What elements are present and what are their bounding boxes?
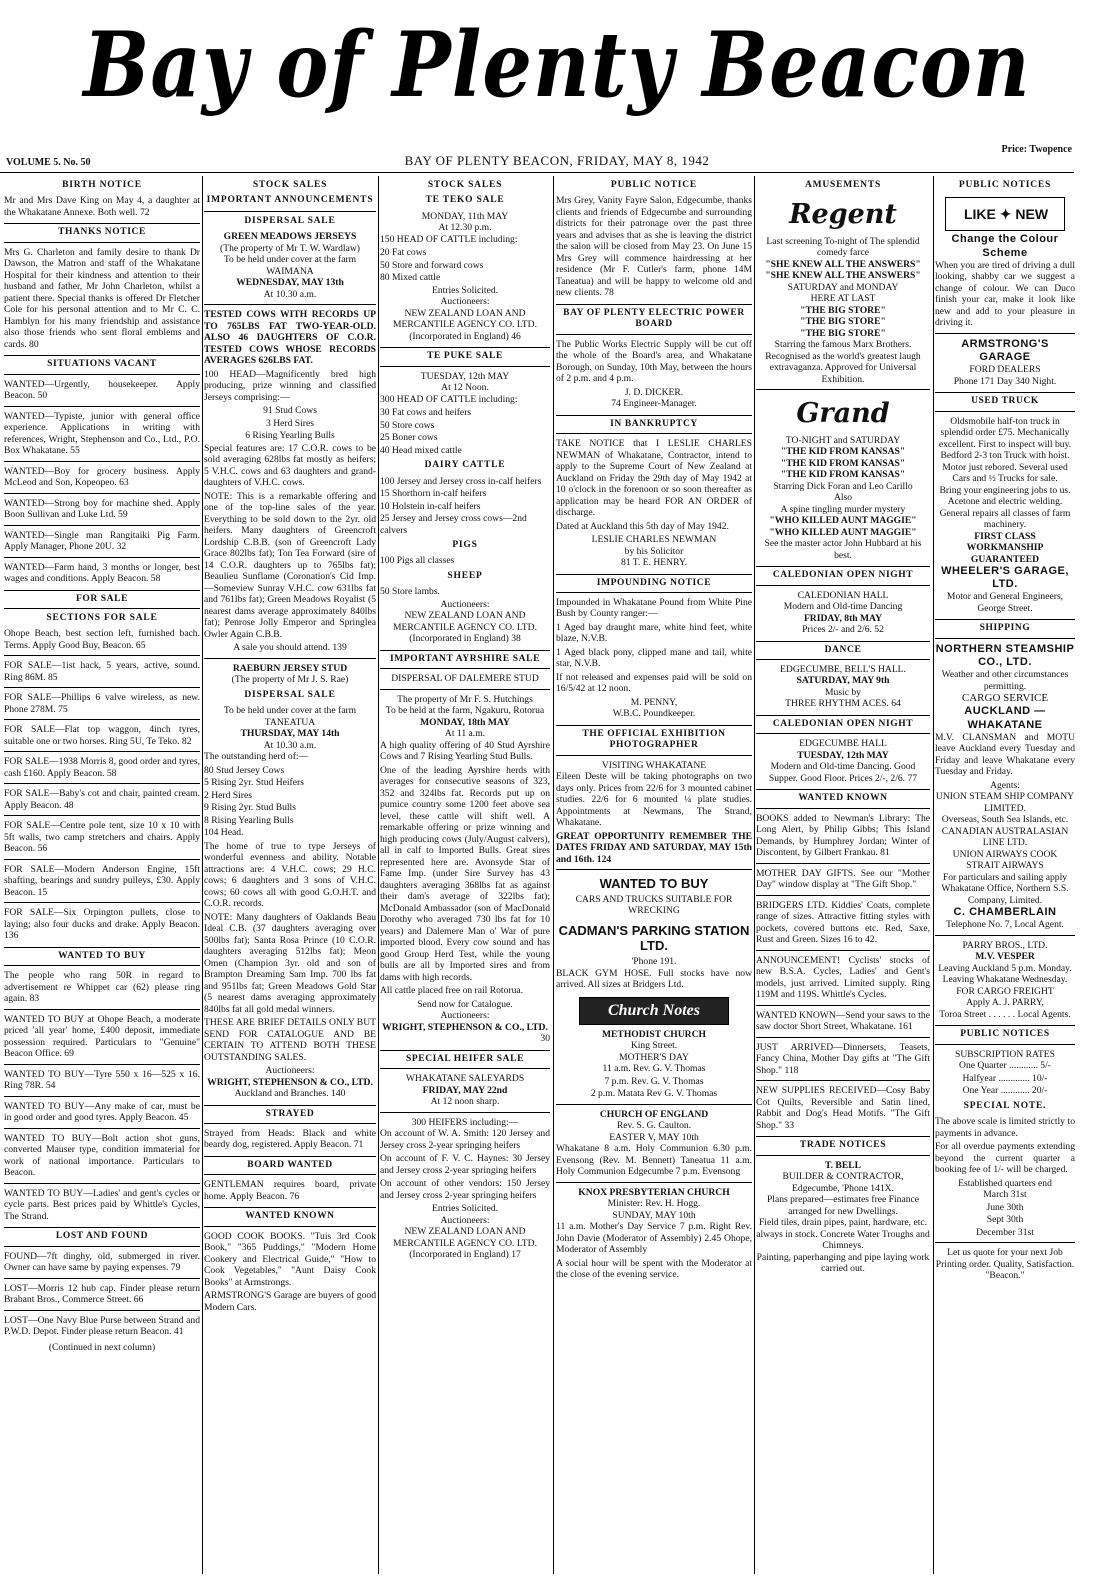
sale-date: FRIDAY, MAY 22nd — [422, 1084, 508, 1096]
film-title: "SHE KNEW ALL THE ANSWERS" — [765, 270, 921, 282]
list-item: MOTHER DAY GIFTS. See our "Mother Day" window display at "The Gift Shop." — [756, 867, 930, 891]
public-notices-heading: PUBLIC NOTICES — [958, 180, 1052, 190]
held-line: To be held under cover at the farm — [223, 705, 357, 717]
list-item: WANTED—Typiste, junior with general office experience. Applications in writing with references, Wright, Stephenson and Co., Ltd., P.O. Box Whakatane. 55 — [4, 410, 200, 457]
vesper: M.V. VESPER — [975, 951, 1035, 963]
list-item: ANNOUNCEMENT! Cyclists' stocks of new B.S.A. Cycles, Ladies' and Gent's models, just arrived. Limited supply. Ring 119M and 119S. Whittle's Cycles. — [756, 954, 930, 1001]
property-line: (The property of Mr T. W. Wardlaw) — [220, 242, 360, 254]
list-item: WANTED TO BUY—Any make of car, must be in good order and good tyres. Apply Beacon. 45 — [4, 1100, 200, 1124]
list-item: WANTED TO BUY—Bolt action shot guns, converted Mauser type, condition immaterial for work of national importance. Particulars to Beacon. — [4, 1132, 200, 1179]
column-rule — [933, 176, 934, 1574]
auctioneers-label: Auctioneers: — [440, 598, 490, 610]
sale-time: At 10.30 a.m. — [263, 739, 317, 751]
photographer-text: Eileen Deste will be taking photographs on two days only. Prices from 22/6 for 3 mounted cabinet studies. 22/6 for 6 mounted ¼ plate studies. Appointments at Newmans, The Strand, Whakatane. — [556, 771, 752, 829]
green-meadows-heading: GREEN MEADOWS JERSEYS — [223, 231, 357, 243]
list-item: FOR SALE—1938 Morris 8, good order and tyres, cash £160. Apply Beacon. 58 — [4, 756, 200, 779]
regent-last: Last screening To-night of The splendid comedy farce — [766, 235, 920, 259]
sheep-heading: SHEEP — [447, 570, 483, 581]
herd-intro: The outstanding herd of:— — [204, 751, 309, 763]
bankruptcy-notice: TAKE NOTICE that I LESLIE CHARLES NEWMAN of Whakatane, Contractor, intend to apply to the Supreme Court of New Zealand at Auckland on Friday the 29th day of May 1942 at 10 o'clock in the forenoon or so soon thereafter as application may be heard FOR AN ORDER of discharge. — [556, 438, 752, 519]
list-item: WANTED TO BUY—Ladies' and gent's cycles or cycle parts. Best prices paid by Whittle's Cycles, The Strand. — [4, 1187, 200, 1222]
raeburn-heading: RAEBURN JERSEY STUD — [232, 662, 348, 674]
entries: Entries Solicited. — [431, 284, 499, 296]
list-item: BOOKS added to Newman's Library: The Long Alert, by Philip Gibbs; This Island Demands, by Humphrey Jordan; Winter of Discontent, by Gilbert Frankau. 81 — [756, 812, 930, 859]
film-title: "THE KID FROM KANSAS" — [780, 457, 906, 469]
electric-heading: BAY OF PLENTY ELECTRIC POWER BOARD — [556, 304, 752, 335]
cook-books: GOOD COOK BOOKS. "Tuis 3rd Cook Book," "365 Puddings," "Modern Home Cookery and Electrical Guide," "How to Cook Vegetables," "Aunt Daisy Cook Books" at Armstrongs. — [204, 1230, 376, 1288]
dispersal-heading: DISPERSAL SALE — [244, 689, 336, 700]
field-tiles: Field tiles, drain pipes, paint, hardware, etc. always in stock. Concrete Water Troughs and Chimneys. — [756, 1217, 930, 1252]
list-item: 50 Store lambs. — [380, 586, 440, 598]
column-3 — [380, 176, 550, 1576]
list-item: FOR SALE—Centre pole tent, size 10 x 10 with 5ft walls, two camp stretchers and chairs. Apply Beacon. 56 — [4, 820, 200, 855]
list-item: Halfyear ............. 10/- — [962, 1072, 1048, 1084]
te-puke-heading: TE PUKE SALE — [380, 347, 550, 366]
film-title: "THE KID FROM KANSAS" — [780, 446, 906, 458]
header-rule — [0, 172, 1074, 173]
clansman: M.V. CLANSMAN and MOTU leave Auckland every Tuesday and Friday and leave Whakatane every Tuesday and Friday. — [935, 731, 1075, 778]
great-opportunity: GREAT OPPORTUNITY REMEMBER THE DATES FRIDAY AND SATURDAY, MAY 15th and 16th. 124 — [556, 830, 752, 865]
job-printing: Let us quote for your next Job Printing order. Quality, Satisfaction. "Beacon." — [935, 1247, 1075, 1282]
board-text: GENTLEMAN requires board, private home. Apply Beacon. 76 — [204, 1179, 376, 1202]
pigs-heading: PIGS — [452, 540, 478, 551]
board-heading: BOARD WANTED — [204, 1156, 376, 1175]
film-title: "THE BIG STORE" — [800, 316, 886, 328]
list-item: On account of W. A. Smith: 120 Jersey and Jersey cross 2-year springing heifers — [380, 1128, 550, 1151]
band: THREE RHYTHM ACES. 64 — [785, 698, 901, 710]
telephone: Telephone No. 7, Local Agent. — [946, 919, 1064, 931]
location: TANEATUA — [264, 716, 316, 728]
list-item: LOST—Morris 12 hub cap. Finder please return Brabant Bros., Commerce Street. 66 — [4, 1282, 200, 1306]
list-item: 1 Aged black pony, clipped mane and tail, white star, N.V.B. — [556, 646, 752, 670]
special-note: The above scale is limited strictly to payments in advance. — [935, 1116, 1075, 1139]
bells-hall: EDGECUMBE, BELL'S HALL. — [780, 663, 906, 675]
event-date: TUESDAY, 12th MAY — [797, 749, 889, 761]
auctioneers-label: Auctioneers: — [440, 1010, 490, 1022]
impounding-notice: Impounded in Whakatane Pound from White Pine Bush by County ranger:— — [556, 596, 752, 620]
signatory-title: W.B.C. Poundkeeper. — [612, 708, 696, 720]
sale-date: TUESDAY, 12th MAY — [420, 370, 510, 382]
list-item: FOR SALE—Six Orpington pullets, close to laying; also four ducks and drake. Apply Beacon. 136 — [4, 907, 200, 942]
sunday: SUNDAY, MAY 10th — [612, 1209, 696, 1221]
list-item: 9 Rising 2yr. Stud Bulls — [204, 802, 296, 814]
hubbard: See the master actor John Hubbard at his best. — [764, 538, 922, 561]
list-item: Sept 30th — [986, 1214, 1024, 1226]
list-item: 3 Herd Sires — [266, 417, 314, 429]
edgecumbe-hall: EDGECUMBE HALL — [799, 738, 887, 750]
knox-minister: Minister: Rev. H. Hogg. — [607, 1198, 701, 1210]
home-text: The home of true to type Jerseys of wonderful evenness and ability. Notable attractions are: 4 V.H.C. cows; 29 H.C. cows; 6 daughters and 3 sons of V.H.C. cows; 60 cows all with good G.O.H.T. and C.O.R. records. — [204, 840, 376, 910]
list-item: 50 Store and forward cows — [380, 259, 484, 271]
head-104: 104 Head. — [204, 827, 244, 839]
workmanship: FIRST CLASS WORKMANSHIP GUARANTEED — [966, 530, 1044, 565]
grand-theatre: Grand — [796, 398, 890, 430]
column-rule — [754, 176, 755, 1574]
masthead-title: Bay of Plenty Beacon — [83, 13, 1031, 118]
auctioneer-name: WRIGHT, STEPHENSON & CO., LTD. — [207, 1076, 373, 1088]
list-item: FOR SALE—Baby's cot and chair, painted cream. Apply Beacon. 48 — [4, 788, 200, 811]
bedford: Bedford 2-3 ton Truck with hoist. Motor just rebored. Several used Cars and ½ Trucks for sale. — [940, 450, 1070, 485]
cars-trucks: CARS AND TRUCKS SUITABLE FOR WRECKING — [575, 893, 733, 917]
gym-hose: BLACK GYM HOSE. Full stocks have now arrived. All sizes at Bridgers Ltd. — [556, 967, 752, 991]
location: WAIMANA — [266, 265, 314, 277]
continued-note: (Continued in next column) — [48, 1341, 156, 1353]
sale-time: At 11 a.m. — [444, 728, 486, 740]
sale-date: WEDNESDAY, MAY 13th — [236, 277, 344, 289]
union-steam: UNION STEAM SHIP COMPANY LIMITED. — [935, 791, 1075, 814]
list-item: Ohope Beach, best section left, furnished bach. Terms. Apply Good Buy, Beacon. 65 — [4, 628, 200, 651]
spine: A spine tingling murder mystery — [780, 503, 906, 515]
public-notice-heading: PUBLIC NOTICE — [610, 180, 698, 190]
signatory-title: by his Solicitor — [624, 545, 684, 557]
ayrshire-details: One of the leading Ayrshire herds with averages for consecutive seasons of 323, 352 and 324lbs fat. Records put up on pumice country some 1200 feet above sea level, these cattle will shift well. A remarkable offering or prize winning and high producing cows (July/August calvers), all in calf to Imported Bulls. Great sires represented here are. Avonsyde Star of Fame Imp. (under Sire Survey has 43 daughters averaging 368lbs fat as against their dam's average of 322lbs fat); McDonald Ambassador (son of MacDonald Dorothy who averaged 730 lbs fat for 10 years) and Dalemere Man o' War of pure imported blood. Every cow sound and has good Group Herd Test, while the young bulls are all by Imported sires and from dams with high records. — [380, 764, 550, 983]
list-item: WANTED—Boy for grocery business. Apply McLeod and Son, Kopeopeo. 63 — [4, 465, 200, 489]
signatory: LESLIE CHARLES NEWMAN — [591, 534, 717, 546]
list-item: FOR SALE—Modern Anderson Engine, 15ft shafting, bearings and sundry pulleys, £30. Apply Beacon. 15 — [4, 863, 200, 898]
note-2: NOTE: Many daughters of Oaklands Beau Ideal C.B. (37 daughters averaging over 500lbs fat); Santa Rosa Prince (10 C.O.R. daughters averaging 512lbs fat); Meon Omen (Champion 3yr. old and son of Brampton Dreaming Sam Imp. 700 lbs fat and 951lbs fat; Green Meadows Gold Star (5 nearest dams averaging approximately 840lbs fat all gold medal winners. — [204, 911, 376, 1015]
held-line: To be held under cover at the farm — [223, 254, 357, 266]
list-item: WANTED—Strong boy for machine shed. Apply Boon Sullivan and Luke Ltd. 59 — [4, 497, 200, 521]
film-title: "THE KID FROM KANSAS" — [780, 469, 906, 481]
strayed-heading: STRAYED — [204, 1105, 376, 1124]
list-item: WANTED TO BUY—Tyre 550 x 16—525 x 16. Ring 78R. 54 — [4, 1068, 200, 1092]
overseas: Overseas, South Sea Islands, etc. CANADIAN AUSTRALASIAN LINE LTD. — [941, 814, 1069, 849]
signatory: M. PENNY, — [630, 696, 678, 708]
duco-text: When you are tired of driving a dull looking, shabby car we suggest a change of colour. We can Duco finish your car, make it look like new and add to your pleasure in driving it. — [935, 259, 1075, 329]
route: AUCKLAND — WHAKATANE — [964, 705, 1046, 731]
wheelers-address: Motor and General Engineers, George Street. — [946, 591, 1064, 614]
dairy-heading: DAIRY CATTLE — [424, 460, 506, 471]
head-100: 100 HEAD—Magnificently bred high producing, prize winning and classified Jerseys comprising:— — [204, 368, 376, 403]
mothers-day: MOTHER'S DAY — [619, 1051, 689, 1063]
column-1 — [4, 176, 200, 1576]
caledonian-hall: CALEDONIAN HALL — [797, 589, 889, 601]
birth-heading: BIRTH NOTICE — [62, 180, 142, 190]
sale-time: At 10.30 a.m. — [263, 288, 317, 300]
sale-date: MONDAY, 18th MAY — [420, 716, 510, 728]
column-4 — [556, 176, 752, 1576]
lost-found-heading: LOST AND FOUND — [4, 1227, 200, 1246]
list-item: FOR SALE—1ist hack, 5 years, active, sound. Ring 86M. 85 — [4, 660, 200, 683]
change-colour: Change the Colour Scheme — [951, 233, 1059, 259]
special-features: Special features are: 17 C.O.R. cows to be sold averaging 628lbs fat mostly as heifers; 5 V.H.C. cows and 63 daughters and grand-daughters of V.H.C. cows. — [204, 442, 376, 489]
trade-heading: TRADE NOTICES — [756, 1136, 930, 1155]
knox-heading: KNOX PRESBYTERIAN CHURCH — [578, 1186, 730, 1198]
ford-dealers: FORD DEALERS — [969, 364, 1041, 376]
list-item: The people who rang 50R in regard to advertisement re Whippet car (62) please ring again. 83 — [4, 970, 200, 1005]
sale-date: THURSDAY, MAY 14th — [240, 728, 340, 740]
list-item: 80 Mixed cattle — [380, 272, 441, 284]
sale-time: At 12.30 p.m. — [438, 222, 492, 234]
list-item: 2 Herd Sires — [204, 789, 252, 801]
particulars: For particulars and sailing apply Whakatane Office, Northern S.S. Company, Limited. — [941, 871, 1069, 906]
here-at-last: HERE AT LAST — [810, 293, 876, 305]
list-item: 2 p.m. Matata Rev G. V. Thomas — [590, 1088, 718, 1100]
oldsmobile: Oldsmobile half-ton truck in splendid order £75. Mechanically excellent. First to inspect will buy. — [938, 415, 1072, 450]
list-item: 6 Rising Yearling Bulls — [245, 430, 335, 442]
garage-phone: Phone 171 Day 340 Night. — [953, 375, 1057, 387]
wanted-to-buy-ad: WANTED TO BUY — [599, 876, 709, 892]
caledonian-heading: CALEDONIAN OPEN NIGHT — [756, 715, 930, 734]
sale-time: At 12 Noon. — [441, 382, 489, 394]
coe-heading: CHURCH OF ENGLAND — [599, 1108, 709, 1120]
dateline-bar — [0, 144, 1114, 172]
wanted-known-heading: WANTED KNOWN — [756, 789, 930, 808]
property-line: (The property of Mr J. S. Rae) — [231, 674, 349, 686]
incorporated: (Incorporated in England) 17 — [409, 1249, 521, 1261]
list-item: NEW SUPPLIES RECEIVED—Cosy Baby Cot Quilts, Reversible and Satin lined, Rabbit and Dog's Head Motifs. "The Gift Shop." 33 — [756, 1085, 930, 1131]
visiting: VISITING WHAKATANE — [601, 759, 707, 771]
list-item: 5 Rising 2yr. Stud Heifers — [204, 777, 304, 789]
church-notes-banner: Church Notes — [579, 997, 729, 1025]
note-1: NOTE: This is a remarkable offering and one of the top-line sales of the year. Everything to be sold down to the 2yr. old heifers. Many daughters of Greencroft Lordship C.B.B. (son of Greencroft Lady Grace 802lbs fat); Ton Tea Forward (sire of 14 C.O.R. daughters up to 765lbs fat); Beaulieu Sunflame (Coronation's Cid Imp.—Someview Sunray V.H.C. cow 631lbs fat and 761lbs fat); Green Meadows Royalist (5 nearest dams average approximately 840lbs fat); Penrose Jolly Emperor and Springlea Owler Again C.B.B. — [204, 490, 376, 640]
wanted-to-buy-heading: WANTED TO BUY — [4, 947, 200, 966]
list-item: 30 Fat cows and heifers — [380, 407, 472, 419]
shipping-heading: SHIPPING — [935, 619, 1075, 638]
auctioneer-name: NEW ZEALAND LOAN AND MERCANTILE AGENCY CO. LTD. — [393, 610, 537, 633]
knox-services: 11 a.m. Mother's Day Service 7 p.m. Right Rev. John Davie (Moderator of Assembly) 2.45 Ohope, Moderator of Assembly — [556, 1221, 752, 1256]
armstrongs-garage: ARMSTRONG'S GARAGE — [961, 337, 1049, 363]
auctioneer-name: NEW ZEALAND LOAN AND MERCANTILE AGENCY CO. LTD. — [393, 1226, 537, 1249]
film-title: "WHO KILLED AUNT MAGGIE" — [769, 526, 917, 538]
caledonian-heading: CALEDONIAN OPEN NIGHT — [756, 566, 930, 585]
list-item: 40 Head mixed cattle — [380, 444, 462, 456]
list-item: 25 Jersey and Jersey cross cows—2nd calvers — [380, 513, 527, 536]
column-rule — [202, 176, 203, 1574]
brief-details: THESE ARE BRIEF DETAILS ONLY BUT SEND FOR CATALOGUE AND BE CERTAIN TO ATTEND BOTH THESE OUTSTANDING SALES. — [204, 1017, 376, 1063]
signatory: 81 T. E. HENRY. — [620, 557, 688, 569]
list-item: 1 Aged bay draught mare, white hind feet, white blaze, N.V.B. — [556, 621, 752, 645]
subscription-heading: SUBSCRIPTION RATES — [955, 1048, 1055, 1060]
cargo-service: CARGO SERVICE — [961, 692, 1049, 705]
list-item: December 31st — [976, 1226, 1034, 1238]
list-item: 100 Jersey and Jersey cross in-calf heifers — [380, 475, 542, 487]
caledonian-details: Modern and Old-time Dancing. Good Supper. Good Floor. Prices 2/-, 2/6. 77 — [768, 761, 918, 784]
used-truck-heading: USED TRUCK — [935, 392, 1075, 411]
list-item: One Quarter ............ 5/- — [959, 1060, 1051, 1072]
film-title: "SHE KNEW ALL THE ANSWERS" — [765, 258, 921, 270]
prices: Prices 2/- and 2/6. 52 — [802, 624, 884, 636]
dateline: BAY OF PLENTY BEACON, FRIDAY, MAY 8, 1942 — [404, 153, 710, 168]
tested-cows: TESTED COWS WITH RECORDS UP TO 765LBS FAT TWO-YEAR-OLD. ALSO 46 DAUGHTERS OF C.O.R. TESTED COWS WHOSE RECORDS AVERAGES 626LBS FAT. — [204, 309, 376, 367]
stock-sales-heading: STOCK SALES — [252, 180, 328, 190]
auctioneer-name: WRIGHT, STEPHENSON & CO., LTD. — [382, 1021, 548, 1033]
list-item: 10 Holstein in-calf heifers — [380, 500, 481, 512]
dancing: Modern and Old-time Dancing — [783, 601, 903, 613]
list-item: WANTED TO BUY at Ohope Beach, a moderate priced 'all year' home, £400 deposit, immediate possession required. Particulars to "Genuine" Beacon Office. 69 — [4, 1013, 200, 1060]
thanks-notice: Mrs G. Charleton and family desire to thank Dr Dawson, the Matron and staff of the Whakatane Hospital for their kindness and attention to their husband and father, Mr John Charleton, whilst a patient there. Special thanks is offered Dr Fletcher Cole for his personal attention and to Mr C. C. Hamblyn for his many friendship and assistance also those friends who sent floral emblems and cards. 80 — [4, 246, 200, 350]
list-item: 25 Boner cows — [380, 432, 438, 444]
held-line: To be held at the farm, Ngakuru, Rotorua — [385, 705, 545, 717]
list-item: 8 Rising Yearling Bulls — [204, 814, 294, 826]
cadmans-phone: 'Phone 191. — [631, 956, 677, 968]
price: Price: Twopence — [1001, 144, 1072, 155]
parry-bros: PARRY BROS., LTD. — [962, 939, 1048, 951]
salon-notice: Mrs Grey, Vanity Fayre Salon, Edgecumbe, thanks clients and friends of Edgecumbe and surrounding districts for their patronage over the past three years and advises that as she is leaving the district the salon will be closed from May 23. On June 15 Mrs Grey will commence hairdressing at her residence (Mr F. Cutler's farm, phone 14M Taneatua) and will be happy to welcome old and new clients. 78 — [556, 195, 752, 299]
impounding-sale: If not released and expenses paid will be sold on 16/5/42 at 12 noon. — [556, 671, 752, 695]
list-item: JUST ARRIVED—Dinnersets, Teasets, Fancy China, Mother Day gifts at "The Gift Shop." 118 — [756, 1041, 930, 1076]
vesper-times: Leaving Auckland 5 p.m. Monday. Leaving Whakatane Wednesday. — [938, 962, 1072, 986]
list-item: 80 Stud Jersey Cows — [204, 764, 285, 776]
ayrshire-heading: IMPORTANT AYRSHIRE SALE — [380, 650, 550, 669]
regent-theatre: Regent — [789, 199, 897, 231]
dance-heading: DANCE — [756, 641, 930, 660]
methodist-heading: METHODIST CHURCH — [601, 1028, 707, 1040]
for-sale-heading: FOR SALE — [4, 590, 200, 609]
list-item: March 31st — [983, 1189, 1027, 1201]
column-2 — [204, 176, 376, 1576]
chamberlain: C. CHAMBERLAIN — [953, 906, 1057, 919]
column-6 — [935, 176, 1075, 1576]
catalogue: Send now for Catalogue. — [417, 998, 513, 1010]
dispersal-heading: DISPERSAL SALE — [244, 215, 336, 226]
birth-notice: Mr and Mrs Dave King on May 4, a daughter at the Whakatane Annexe. Both well. 72 — [4, 195, 200, 218]
list-item: On account of F. V. C. Haynes: 30 Jersey and Jersey cross 2-year springing heifers — [380, 1153, 550, 1176]
incorporated: (Incorporated in England) 38 — [409, 633, 521, 645]
list-item: 15 Shorthorn in-calf heifers — [380, 488, 487, 500]
film-title: "THE BIG STORE" — [800, 327, 886, 339]
list-item: 91 Stud Cows — [263, 405, 317, 417]
agents: Agents: — [990, 779, 1020, 791]
auctioneers-label: Auctioneers: — [265, 1065, 315, 1077]
easter: EASTER V, MAY 10th — [609, 1131, 699, 1143]
film-title: "THE BIG STORE" — [800, 304, 886, 316]
auctioneers-label: Auctioneers: — [440, 296, 490, 308]
like-new-logo — [945, 197, 1065, 231]
film-title: "WHO KILLED AUNT MAGGIE" — [769, 515, 917, 527]
list-item: 11 a.m. Rev. G. V. Thomas — [602, 1063, 706, 1075]
ayrshire-offer: A high quality offering of 40 Stud Ayrshire Cows and 7 Rising Yearling Stud Bulls. — [380, 739, 550, 763]
list-item: June 30th — [986, 1201, 1024, 1213]
list-item: 50 Store cows — [380, 419, 435, 431]
branches: Auckland and Branches. 140 — [234, 1088, 346, 1100]
painting: Painting, paperhanging and pipe laying work carried out. — [756, 1251, 930, 1275]
impounding-heading: IMPOUNDING NOTICE — [556, 574, 752, 593]
starring: Starring Dick Foran and Leo Carillo — [773, 480, 913, 492]
bankruptcy-dated: Dated at Auckland this 5th day of May 1942. — [556, 520, 729, 532]
list-item: WANTED—Urgently, housekeeper. Apply Beacon. 50 — [4, 378, 200, 402]
electric-notice: The Public Works Electric Supply will be cut off the whole of the Board's area, and Whakatane Borough, on Sunday, 10th May, between the hours of 2 p.m. and 4 p.m. — [556, 338, 752, 385]
list-item: WANTED—Single man Rangitaiki Pig Farm. Apply Manager, Phone 20U. 32 — [4, 529, 200, 553]
apply: Apply A. J. PARRY, — [966, 997, 1044, 1009]
cattle-head: 150 HEAD OF CATTLE including: — [380, 233, 518, 245]
column-5 — [756, 176, 930, 1576]
social-hour: A social hour will be spent with the Moderator at the close of the evening service. — [556, 1257, 752, 1281]
list-item: 20 Fat cows — [380, 247, 427, 259]
public-notices-heading-2: PUBLIC NOTICES — [935, 1025, 1075, 1044]
cargo-freight: FOR CARGO FREIGHT — [956, 985, 1054, 997]
photographer-heading: THE OFFICIAL EXHIBITION PHOTOGRAPHER — [556, 725, 752, 756]
list-item: FOR SALE—Flat top waggon, 4inch tyres, suitable one or two horses. Ring 5U, Te Teko. 82 — [4, 724, 200, 747]
incorporated: (Incorporated in England) 46 — [409, 330, 521, 342]
list-item: WANTED KNOWN—Send your saws to the saw doctor Short Street, Whakatane. 161 — [756, 1009, 930, 1033]
methodist-street: King Street. — [630, 1040, 678, 1052]
list-item: LOST—One Navy Blue Purse between Strand and P.W.D. Depot. Finder please return Beacon. 41 — [4, 1314, 200, 1338]
tonight: TO-NIGHT and SATURDAY — [785, 434, 901, 446]
saleyards: WHAKATANE SALEYARDS — [405, 1073, 525, 1085]
builder-name: T. BELL — [824, 1159, 862, 1171]
sections-heading: SECTIONS FOR SALE — [46, 613, 158, 624]
heifer-heading: SPECIAL HEIFER SALE — [380, 1050, 550, 1069]
amusements-heading: AMUSEMENTS — [804, 180, 882, 190]
auctioneer-name: NEW ZEALAND LOAN AND MERCANTILE AGENCY CO. LTD. — [393, 307, 537, 331]
also: Also — [833, 492, 853, 504]
list-item: One Year ............ 20/- — [962, 1085, 1048, 1097]
special-note-heading: SPECIAL NOTE. — [963, 1100, 1047, 1111]
ad-number: 30 — [540, 1033, 550, 1045]
thanks-heading: THANKS NOTICE — [4, 223, 200, 242]
sale-time: At 12 noon sharp. — [430, 1096, 500, 1108]
cattle-head: 300 HEAD OF CATTLE including: — [380, 393, 518, 405]
signatory-title: 74 Engineer-Manager. — [611, 398, 697, 410]
auctioneers-label: Auctioneers: — [440, 1214, 490, 1226]
wheelers-garage: WHEELER'S GARAGE, LTD. — [941, 565, 1069, 591]
armstrongs-cars: ARMSTRONG'S Garage are buyers of good Modern Cars. — [204, 1290, 376, 1313]
cadmans-ad: CADMAN'S PARKING STATION LTD. — [558, 922, 750, 954]
ayrshire-rail: All cattle placed free on rail Rotorua. — [380, 985, 524, 997]
list-item: FOR SALE—Phillips 6 valve wireless, as new. Phone 278M. 75 — [4, 692, 200, 715]
te-teko-heading: TE TEKO SALE — [425, 195, 505, 206]
marx-text: Starring the famous Marx Brothers. Recognised as the world's greatest laugh extravaganza. Approved for Universal Exhibition. — [765, 339, 921, 385]
announcements-heading: IMPORTANT ANNOUNCEMENTS — [206, 195, 374, 206]
weather: Weather and other circumstances permitting. — [941, 669, 1069, 692]
signatory: J. D. DICKER. — [624, 386, 684, 398]
builder-phone: Edgecumbe, 'Phone 141X. — [792, 1182, 894, 1194]
column-rule — [378, 176, 379, 1574]
entries: Entries Solicited. — [431, 1203, 499, 1215]
coe-services: Whakatane 8 a.m. Holy Communion 6.30 p.m. Evensong (Rev. M. Bennett) Taneatua 11 a.m. Holy Communion Edgecumbe 7 p.m. Evensong — [556, 1143, 752, 1178]
plans: Plans prepared—estimates free Finance arranged for new Dwellings. — [766, 1194, 920, 1217]
list-item: On account of other vendors: 150 Jersey and Jersey cross 2-year springing heifers — [380, 1178, 550, 1201]
situations-heading: SITUATIONS VACANT — [4, 355, 200, 374]
union-airways: UNION AIRWAYS COOK STRAIT AIRWAYS — [952, 848, 1058, 872]
volume-number: VOLUME 5. No. 50 — [6, 157, 91, 168]
heifer-head: 300 HEIFERS including:— — [411, 1116, 519, 1128]
list-item: WANTED—Farm hand, 3 months or longer, best wages and conditions. Apply Beacon. 58 — [4, 561, 200, 585]
bankruptcy-heading: IN BANKRUPTCY — [556, 415, 752, 434]
stock-sales-heading: STOCK SALES — [427, 180, 503, 190]
engineering: Bring your engineering jobs to us. Acetone and electric welding. General repairs all classes of farm machinery. — [939, 484, 1071, 531]
coe-rev: Rev. S. G. Caulton. — [616, 1120, 692, 1132]
music-by: Music by — [825, 686, 861, 698]
sale-attend: A sale you should attend. 139 — [233, 642, 347, 654]
strayed-text: Strayed from Heads: Black and white beardy dog, registered. Apply Beacon. 71 — [204, 1127, 376, 1151]
list-item: FOUND—7ft dinghy, old, submerged in river. Owner can have same by paying expenses. 79 — [4, 1250, 200, 1274]
list-item: 7 p.m. Rev. G. V. Thomas — [604, 1075, 704, 1087]
event-date: FRIDAY, 8th MAY — [803, 612, 883, 624]
sale-date: MONDAY, 11th MAY — [421, 210, 509, 222]
column-rule — [553, 176, 554, 1574]
car-icon: LIKE ✦ NEW — [963, 206, 1049, 223]
list-item: BRIDGERS LTD. Kiddies' Coats, complete range of sizes. Attractive fitting styles with pockets, covered buttons etc. Red, Saxe, Rust and Green. Sizes 16 to 42. — [756, 899, 930, 946]
dalemere-heading: DISPERSAL OF DALEMERE STUD — [391, 673, 539, 685]
overdue: For all overdue payments extending beyond the current quarter a booking fee of 1/- will be charged. — [935, 1141, 1075, 1176]
northern-steamship: NORTHERN STEAMSHIP CO., LTD. — [935, 642, 1075, 668]
builder-title: BUILDER & CONTRACTOR, — [782, 1171, 904, 1183]
toroa: Toroa Street . . . . . . Local Agents. — [939, 1008, 1071, 1020]
established: Established quarters end — [958, 1177, 1052, 1189]
sat-mon: SATURDAY and MONDAY — [787, 281, 899, 293]
wanted-known-heading: WANTED KNOWN — [204, 1207, 376, 1226]
event-date: SATURDAY, MAY 9th — [796, 675, 890, 687]
property-line: The property of Mr F. S. Hutchings — [397, 693, 533, 705]
list-item: 100 Pigs all classes — [380, 555, 455, 567]
